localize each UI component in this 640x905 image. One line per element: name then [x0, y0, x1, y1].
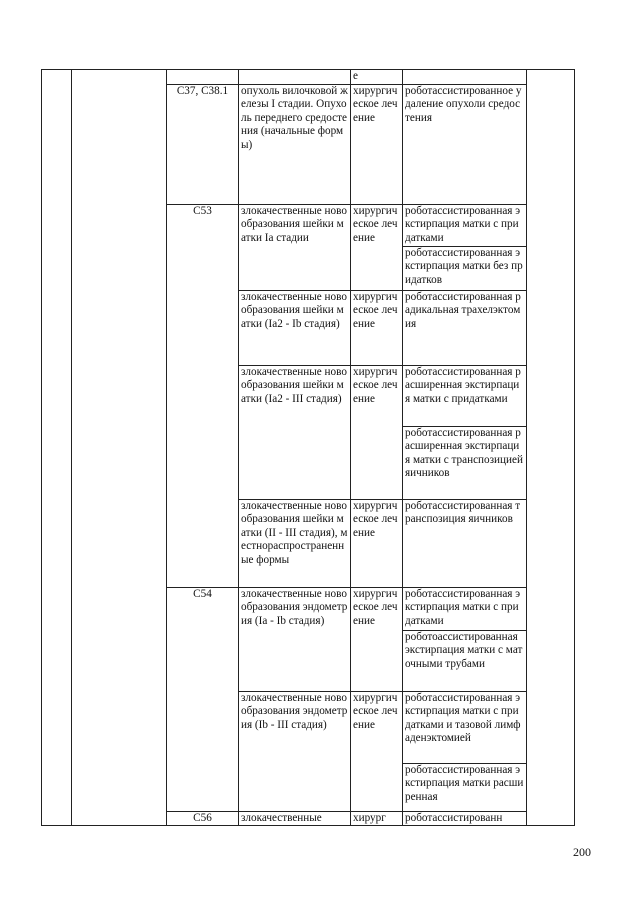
- icd-code: C56: [167, 811, 239, 826]
- diagnosis-cell: злокачественные новообразования шейки матки (Ia2 - Ib стадия): [239, 290, 351, 365]
- treatment-cell: роботассистированная транспозиция яичников: [403, 499, 527, 587]
- icd-code: C37, C38.1: [167, 84, 239, 204]
- blank-column-2: [72, 70, 167, 826]
- diagnosis-cell: злокачественные: [239, 811, 351, 826]
- diagnosis-cell: злокачественные новообразования шейки матки Ia стадии: [239, 204, 351, 290]
- method-cell: хирургическое лечение: [351, 290, 403, 365]
- method-cell: хирургическое лечение: [351, 587, 403, 691]
- method-cell: е: [351, 70, 403, 85]
- treatment-cell: роботассистированная расширенная экстирпация матки с транспозицией яичников: [403, 426, 527, 499]
- method-cell: хирургическое лечение: [351, 84, 403, 204]
- method-cell: хирургическое лечение: [351, 365, 403, 499]
- method-cell: хирург: [351, 811, 403, 826]
- diagnosis-cell: злокачественные новообразования эндометрия (Ib - III стадия): [239, 691, 351, 811]
- treatment-cell: роботассистированная экстирпация матки с придатками и тазовой лимфаденэктомией: [403, 691, 527, 763]
- icd-code: C53: [167, 204, 239, 587]
- treatment-cell: роботассистированная расширенная экстирпация матки с придатками: [403, 365, 527, 426]
- treatment-cell: роботоассистированная экстирпация матки с маточными трубами: [403, 630, 527, 691]
- treatment-cell: роботассистированное удаление опухоли средостения: [403, 84, 527, 204]
- method-cell: хирургическое лечение: [351, 204, 403, 290]
- diagnosis-cell: злокачественные новообразования эндометрия (Ia - Ib стадия): [239, 587, 351, 691]
- icd-code: C54: [167, 587, 239, 811]
- page-number: 200: [573, 845, 591, 859]
- treatment-cell: роботассистированн: [403, 811, 527, 826]
- blank-column-7: [527, 70, 575, 826]
- diagnosis-cell: злокачественные новообразования шейки матки (II - III стадия), местнораспространенные формы: [239, 499, 351, 587]
- method-cell: хирургическое лечение: [351, 691, 403, 811]
- treatment-cell: роботассистированная экстирпация матки без придатков: [403, 246, 527, 290]
- blank-column-1: [42, 70, 72, 826]
- treatment-cell: роботассистированная экстирпация матки расширенная: [403, 763, 527, 811]
- treatment-cell: роботассистированная экстирпация матки с придатками: [403, 587, 527, 630]
- method-cell: хирургическое лечение: [351, 499, 403, 587]
- diagnosis-cell: злокачественные новообразования шейки матки (Ia2 - III стадия): [239, 365, 351, 499]
- treatment-table: [41, 69, 575, 826]
- treatment-cell: роботассистированная радикальная трахелэктомия: [403, 290, 527, 365]
- diagnosis-cell: опухоль вилочковой железы I стадии. Опухоль переднего средостения (начальные формы): [239, 84, 351, 204]
- table-row: [42, 70, 575, 85]
- treatment-cell: роботассистированная экстирпация матки с придатками: [403, 204, 527, 246]
